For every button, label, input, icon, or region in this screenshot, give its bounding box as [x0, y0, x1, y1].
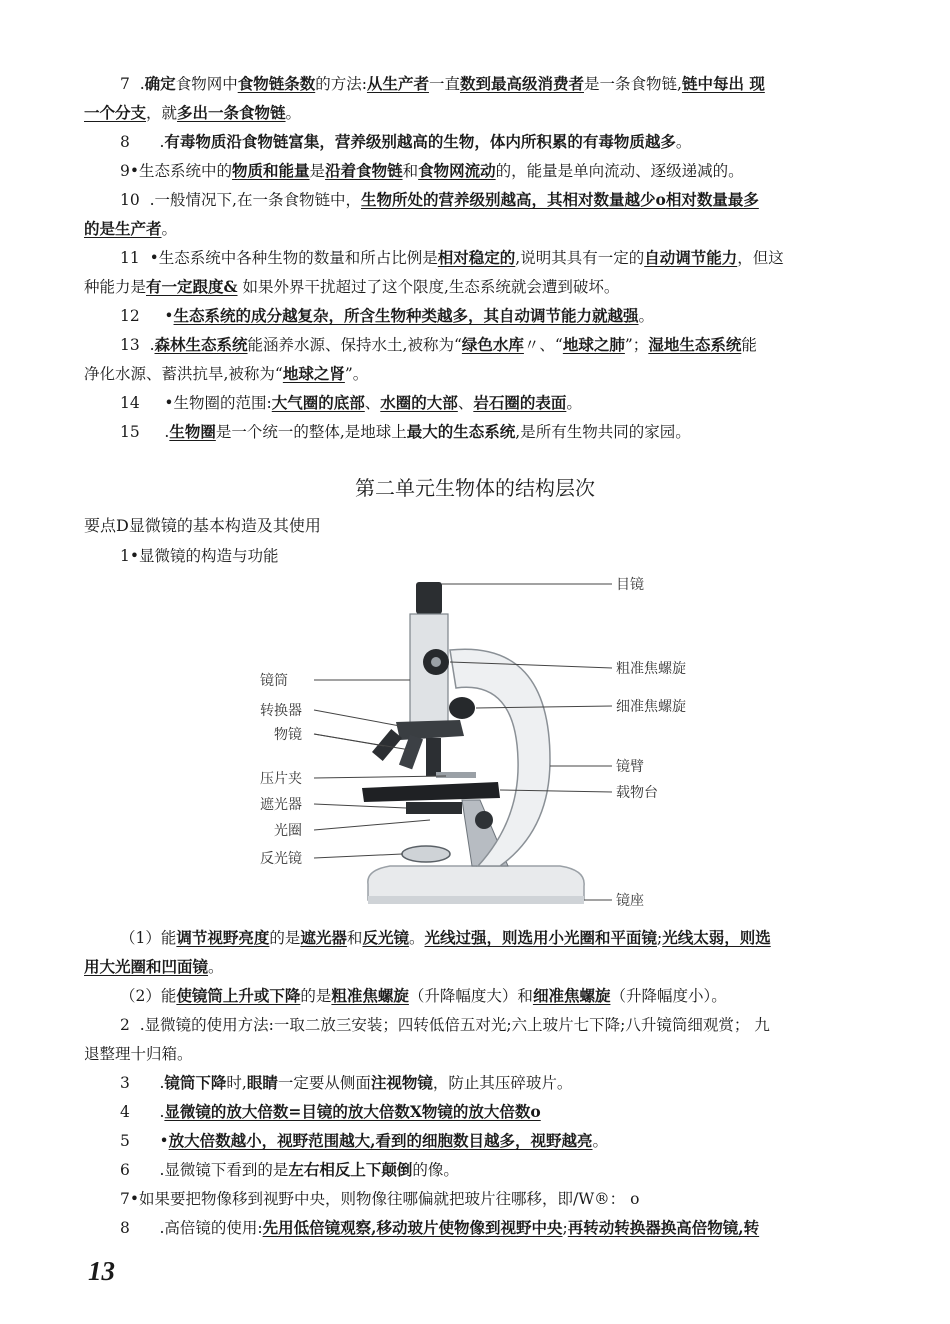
label-arm: 镜臂: [616, 759, 644, 775]
key-term: 数到最高级消费者: [459, 74, 584, 93]
text: （升降幅度大）和: [408, 987, 533, 1005]
item-number: 14: [120, 394, 140, 412]
item-13-line-2: [84, 364, 872, 384]
sep: .: [149, 336, 155, 354]
sep: .: [159, 133, 165, 151]
key-statement: 有毒物质沿食物链富集，营养级别越高的生物，体内所积累的有毒物质越多: [164, 132, 676, 151]
item-10-line-1: [120, 190, 872, 210]
text: （1）能: [120, 929, 177, 947]
text: 。: [592, 1132, 609, 1150]
coarse-knob-cap: [431, 657, 441, 667]
item-number: 3: [120, 1074, 130, 1092]
key-term: 光线过强，则选用小光圈和平面镜: [424, 928, 657, 947]
usage-8: [120, 1218, 872, 1238]
item-13-line-1: [120, 335, 872, 355]
key-term: 地球之肾: [282, 364, 345, 383]
text: （升降幅度小）。: [610, 987, 727, 1005]
item-7-line-1: [120, 74, 872, 94]
line-revolver: [314, 710, 400, 726]
label-coarse-focus: 粗准焦螺旋: [616, 661, 686, 677]
label-mirror: 反光镜: [260, 851, 302, 867]
inclination-knob: [475, 811, 493, 829]
text: 、: [457, 394, 474, 412]
text: 。: [161, 220, 178, 238]
key-term: 使镜筒上升或下降: [176, 986, 301, 1005]
text: 、: [364, 394, 381, 412]
key-term: 水圈的大部: [380, 393, 458, 412]
microscope-diagram: [250, 570, 710, 920]
text: 生态系统中的: [139, 162, 233, 180]
key-term: 用大光圈和凹面镜: [84, 957, 209, 976]
text: 能涵养水源、保持水土,被称为“: [247, 336, 462, 354]
page-number: 13: [88, 1256, 115, 1286]
key-statement: 显微镜的放大倍数=目镜的放大倍数X物镜的放大倍数o: [164, 1102, 541, 1121]
text: 和: [402, 162, 419, 180]
sep: .: [149, 191, 155, 209]
line-clip: [314, 776, 446, 778]
text: 食物网中: [175, 75, 238, 93]
item-14: [120, 393, 872, 413]
item-number: 9•: [120, 162, 140, 180]
usage-7: [120, 1189, 872, 1209]
stage-shape: [362, 782, 500, 802]
text: ,说明其具有一定的: [515, 249, 645, 267]
text: 。: [566, 394, 582, 412]
function-1-line-1: [120, 928, 872, 948]
item-number: 7•: [120, 1190, 140, 1208]
sep: .: [139, 1016, 145, 1034]
text: 。: [408, 929, 425, 947]
key-term: 最大的生态系统: [406, 422, 516, 441]
section-title: 第二单元生物体的结构层次: [355, 476, 595, 500]
item-number: 8: [120, 133, 130, 151]
key-term: 反光镜: [362, 928, 409, 947]
revolver-shape: [396, 720, 464, 740]
text: ”；: [624, 336, 649, 354]
text: 生物圈的范围:: [173, 394, 272, 412]
key-term: 左右相反上下颠倒: [288, 1160, 413, 1179]
usage-5: [120, 1131, 872, 1151]
usage-2-line-1: [120, 1015, 872, 1035]
usage-2-line-2: 退整理十归箱。: [84, 1045, 193, 1063]
text: 如果要把物像移到视野中央，则物像往哪偏就把玻片往哪移，即/W®： o: [139, 1190, 640, 1208]
text: 和: [346, 929, 363, 947]
key-term: 先用低倍镜观察,移动玻片使物像到视野中央: [262, 1218, 563, 1237]
item-number: 6: [120, 1161, 130, 1179]
item-10-line-2: [84, 219, 872, 239]
key-statement: 生态系统的成分越复杂，所含生物种类越多，其自动调节能力就越强: [173, 306, 639, 325]
text: 是一个统一的整体,是地球上: [215, 423, 407, 441]
text: ，但这: [737, 249, 784, 267]
text: 。: [638, 307, 655, 325]
text: 〃、“: [523, 336, 563, 354]
text: ;: [656, 929, 663, 947]
key-term: 湿地生态系统: [648, 335, 742, 354]
text: 时,: [226, 1074, 247, 1092]
label-eyepiece: 目镜: [616, 577, 644, 593]
key-term: 眼睛: [246, 1073, 278, 1092]
text: ;: [562, 1219, 568, 1237]
text: 一般情况下,在一条食物链中，: [154, 191, 361, 209]
sep: .: [159, 1103, 165, 1121]
text: 的方法:: [315, 75, 367, 93]
text: 如果外界干扰超过了这个限度,生态系统就会遭到破坏。: [237, 278, 620, 296]
sep: •: [164, 394, 174, 412]
line-aperture: [314, 820, 430, 830]
item-number: 8: [120, 1219, 130, 1237]
sep: •: [149, 249, 159, 267]
item-number: 5: [120, 1132, 130, 1150]
text: 的是: [269, 929, 301, 947]
item-12: [120, 306, 872, 326]
text: 高倍镜的使用:: [164, 1219, 263, 1237]
text: （2）能: [120, 987, 177, 1005]
item-7-line-2: [84, 103, 872, 123]
key-term: 生物所处的营养级别越高，其相对数量越少o: [360, 190, 666, 209]
sep: .: [159, 1074, 165, 1092]
key-term: 沿着食物链: [325, 161, 403, 180]
key-term: 相对稳定的: [437, 248, 516, 267]
item-number: 12: [120, 307, 140, 325]
key-term: 粗准焦螺旋: [331, 986, 409, 1005]
item-8: [120, 132, 872, 152]
key-term: 细准焦螺旋: [532, 986, 611, 1005]
text: 显微镜的使用方法:一取二放三安装；四转低倍五对光;六上玻片七下降;八升镜筒细观赏； 九: [144, 1016, 770, 1034]
label-stage: 载物台: [616, 785, 658, 801]
point-title: 要点D显微镜的基本构造及其使用: [84, 516, 321, 535]
text: 是一条食物链,: [584, 75, 682, 93]
key-term: 相对数量最多: [665, 190, 759, 209]
label-revolver: 转换器: [260, 703, 302, 719]
sep: .: [159, 1219, 165, 1237]
key-term: 森林生态系统: [154, 335, 248, 354]
usage-4: [120, 1102, 872, 1122]
key-term: 从生产者: [366, 74, 429, 93]
base-bottom: [368, 896, 584, 904]
sep: •: [159, 1132, 169, 1150]
sub-title: 1•显微镜的构造与功能: [120, 547, 279, 565]
function-1-line-2: [84, 957, 872, 977]
stage-clip: [436, 772, 476, 778]
item-number: 13: [120, 336, 140, 354]
label-clip: 压片夹: [260, 771, 302, 787]
mirror-shape: [402, 846, 450, 862]
label-diaphragm: 遮光器: [260, 797, 302, 813]
item-number: 11: [120, 249, 140, 267]
key-term: 有一定跟度&: [146, 277, 238, 296]
key-term: 自动调节能力: [644, 248, 738, 267]
text: 是: [309, 162, 326, 180]
key-term: 注视物镜: [370, 1073, 433, 1092]
key-term: 岩石圈的表面: [473, 393, 567, 412]
eyepiece-shape: [416, 582, 442, 614]
diaphragm-shape: [406, 802, 462, 814]
key-term: 再转动转换器换高倍物镜,转: [567, 1218, 760, 1237]
text: ，防止其压碎玻片。: [432, 1074, 573, 1092]
label-aperture: 光圈: [274, 823, 302, 839]
sep: •: [164, 307, 174, 325]
item-number: 10: [120, 191, 140, 209]
key-term: 食物链条数: [237, 74, 316, 93]
key-term: 的是生产者: [84, 219, 162, 238]
item-15: [120, 422, 872, 442]
text: ，就: [146, 104, 178, 122]
key-term: 地球之肺: [562, 335, 625, 354]
objective-3: [426, 738, 441, 776]
key-term: 调节视野亮度: [176, 928, 270, 947]
text: 的像。: [412, 1161, 459, 1179]
key-term: 一个分支: [84, 103, 147, 122]
sep: .: [159, 1161, 165, 1179]
text: 。: [285, 104, 302, 122]
usage-3: [120, 1073, 872, 1093]
sep: .: [164, 423, 170, 441]
text: 。: [208, 958, 224, 976]
text: ”。: [344, 365, 369, 383]
item-number: 4: [120, 1103, 130, 1121]
sep: .: [139, 75, 145, 93]
item-number: 2: [120, 1016, 130, 1034]
label-tube: 镜筒: [260, 673, 288, 689]
text: 显微镜下看到的是: [164, 1161, 289, 1179]
key-term: 多出一条食物链: [177, 103, 286, 122]
text: 的，能量是单向流动、逐级递减的。: [495, 162, 744, 180]
arm-shape: [450, 649, 550, 866]
function-2: [120, 986, 872, 1006]
key-statement: 放大倍数越小，视野范围越大,看到的细胞数目越多，视野越亮: [168, 1131, 593, 1150]
label-base: 镜座: [616, 893, 644, 909]
key-term: 光线太弱，则选: [662, 928, 771, 947]
text: ,是所有生物共同的家园。: [515, 423, 691, 441]
item-9: [120, 161, 872, 181]
item-number: 7: [120, 75, 130, 93]
text: 一直: [428, 75, 460, 93]
key-term: 物质和能量: [232, 161, 310, 180]
item-11-line-2: [84, 277, 872, 297]
fine-knob: [449, 697, 475, 719]
key-term: 绿色水库: [461, 335, 524, 354]
text: 种能力是: [84, 278, 147, 296]
text: 生态系统中各种生物的数量和所占比例是: [158, 249, 438, 267]
key-term: 生物圈: [169, 422, 216, 441]
key-term: 链中每出 现: [681, 74, 765, 93]
text: 一定要从侧面: [277, 1074, 371, 1092]
key-term: 大气圈的底部: [271, 393, 365, 412]
text: 。: [675, 133, 692, 151]
text: 的是: [300, 987, 332, 1005]
text: 确定: [144, 74, 176, 93]
key-term: 食物网流动: [418, 161, 496, 180]
text: 能: [741, 336, 757, 354]
key-term: 镜筒下降: [164, 1073, 227, 1092]
usage-6: [120, 1160, 872, 1180]
item-11-line-1: [120, 248, 872, 268]
label-objective: 物镜: [274, 727, 302, 743]
base-shape: [368, 866, 584, 900]
label-fine-focus: 细准焦螺旋: [616, 699, 686, 715]
key-term: 遮光器: [300, 928, 347, 947]
item-number: 15: [120, 423, 140, 441]
line-diaphragm: [314, 804, 406, 808]
text: 净化水源、蓄洪抗旱,被称为“: [84, 365, 283, 383]
line-mirror: [314, 854, 402, 858]
